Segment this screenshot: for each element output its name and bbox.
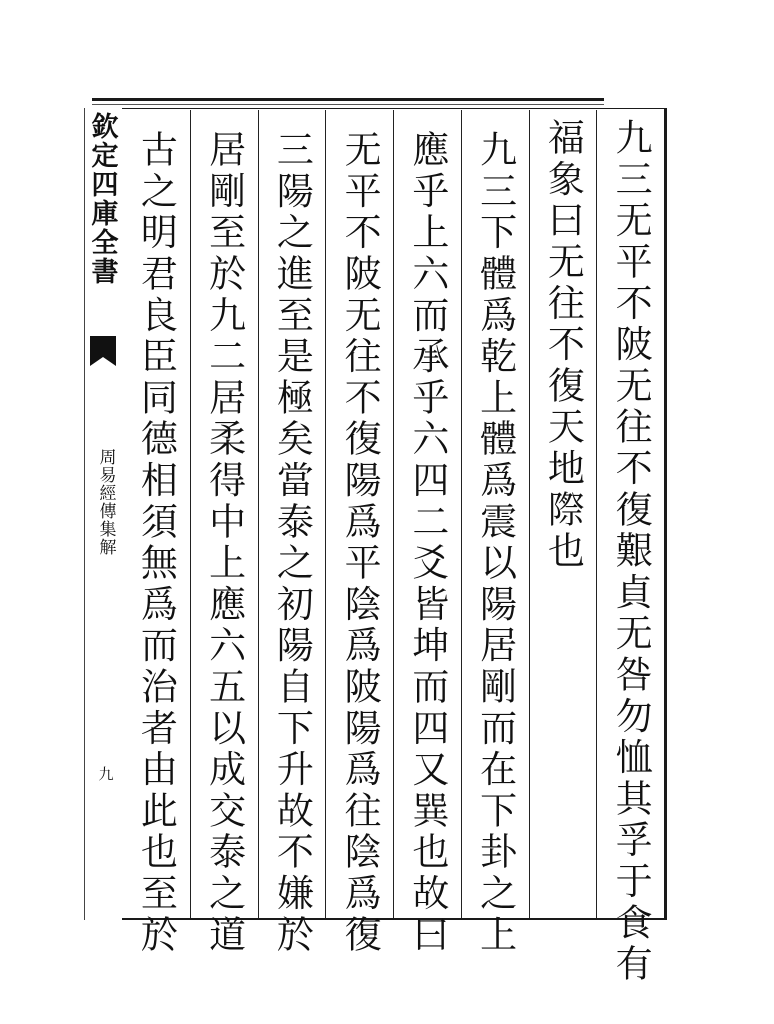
text-columns <box>122 110 664 986</box>
text-column <box>325 110 393 956</box>
column-text: 三陽之進至是極矣當泰之初陽自下升故不嫌於 <box>270 130 314 956</box>
column-text: 九三无平不陂无往不復艱貞无咎勿恤其孚于食有 <box>609 118 653 986</box>
text-column <box>122 110 190 956</box>
column-text: 古之明君良臣同德相須無爲而治者由此也至於 <box>134 130 178 956</box>
header-rule <box>92 98 604 101</box>
text-column <box>258 110 326 956</box>
page-number: 九 <box>96 766 115 781</box>
column-text: 應乎上六而承乎六四二爻皆坤而四又巽也故曰 <box>405 130 449 956</box>
text-column <box>190 110 258 956</box>
header-rule-thin <box>92 104 604 105</box>
column-text: 无平不陂无往不復陽爲平陰爲陂陽爲往陰爲復 <box>338 130 382 956</box>
column-text: 福象曰无往不復天地際也 <box>541 118 585 573</box>
collection-title: 欽定四庫全書 <box>86 112 118 286</box>
column-text: 九三下體爲乾上體爲震以陽居剛而在下卦之上 <box>473 130 517 956</box>
book-title: 周易經傳集解 <box>95 448 116 556</box>
column-text: 居剛至於九二居柔得中上應六五以成交泰之道 <box>202 130 246 956</box>
text-column <box>461 110 529 956</box>
text-column <box>529 110 597 918</box>
text-column <box>393 110 461 956</box>
text-column <box>596 110 664 986</box>
